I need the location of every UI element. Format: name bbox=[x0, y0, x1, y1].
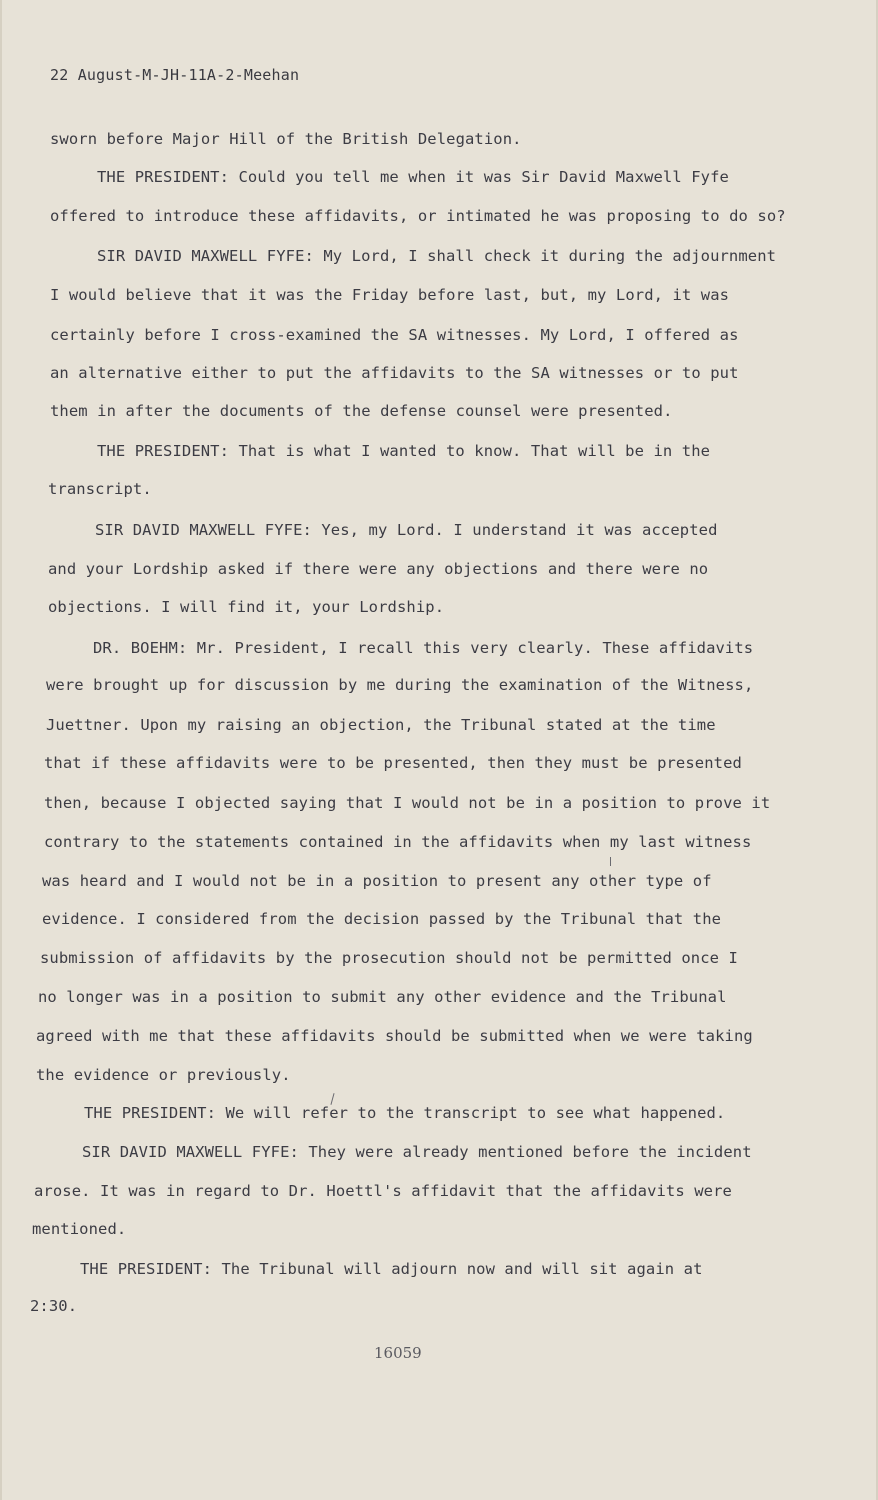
text-line: submission of affidavits by the prosecution should not be permitted once I bbox=[40, 949, 738, 967]
text-line: Juettner. Upon my raising an objection, the Tribunal stated at the time bbox=[46, 716, 716, 734]
text-line: evidence. I considered from the decision passed by the Tribunal that the bbox=[42, 910, 722, 928]
text-line: agreed with me that these affidavits should be submitted when we were taking bbox=[36, 1027, 753, 1045]
text-line: 2:30. bbox=[30, 1297, 78, 1315]
text-line: contrary to the statements contained in the affidavits when my last witness bbox=[44, 833, 752, 851]
text-line: transcript. bbox=[48, 480, 152, 498]
text-line: then, because I objected saying that I would not be in a position to prove it bbox=[44, 794, 771, 812]
pen-mark bbox=[610, 857, 611, 866]
text-line: offered to introduce these affidavits, or intimated he was proposing to do so? bbox=[50, 207, 786, 225]
text-line: that if these affidavits were to be presented, then they must be presented bbox=[44, 754, 742, 772]
text-line: objections. I will find it, your Lordship. bbox=[48, 598, 445, 616]
text-line: THE PRESIDENT: We will refer to the transcript to see what happened. bbox=[84, 1104, 726, 1122]
text-line: SIR DAVID MAXWELL FYFE: My Lord, I shall check it during the adjournment bbox=[97, 247, 777, 265]
text-line: the evidence or previously. bbox=[36, 1066, 291, 1084]
text-line: SIR DAVID MAXWELL FYFE: Yes, my Lord. I understand it was accepted bbox=[95, 521, 718, 539]
text-line: DR. BOEHM: Mr. President, I recall this very clearly. These affidavits bbox=[93, 639, 754, 657]
page-number: 16059 bbox=[374, 1344, 422, 1362]
text-line: mentioned. bbox=[32, 1220, 127, 1238]
text-line: were brought up for discussion by me during the examination of the Witness, bbox=[46, 676, 754, 694]
text-line: THE PRESIDENT: Could you tell me when it was Sir David Maxwell Fyfe bbox=[97, 168, 729, 186]
text-line: them in after the documents of the defense counsel were presented. bbox=[50, 402, 673, 420]
text-line: arose. It was in regard to Dr. Hoettl's affidavit that the affidavits were bbox=[34, 1182, 732, 1200]
text-line: was heard and I would not be in a position to present any other type of bbox=[42, 872, 712, 890]
text-line: THE PRESIDENT: That is what I wanted to know. That will be in the bbox=[97, 442, 711, 460]
text-line: certainly before I cross-examined the SA witnesses. My Lord, I offered as bbox=[50, 326, 739, 344]
text-line: THE PRESIDENT: The Tribunal will adjourn now and will sit again at bbox=[80, 1260, 703, 1278]
text-line: no longer was in a position to submit any other evidence and the Tribunal bbox=[38, 988, 727, 1006]
text-line: an alternative either to put the affidavits to the SA witnesses or to put bbox=[50, 364, 739, 382]
text-line: SIR DAVID MAXWELL FYFE: They were already mentioned before the incident bbox=[82, 1143, 752, 1161]
document-header: 22 August-M-JH-11A-2-Meehan bbox=[50, 66, 300, 84]
text-line: and your Lordship asked if there were any objections and there were no bbox=[48, 560, 709, 578]
text-line: I would believe that it was the Friday before last, but, my Lord, it was bbox=[50, 286, 730, 304]
text-line: sworn before Major Hill of the British Delegation. bbox=[50, 130, 522, 148]
